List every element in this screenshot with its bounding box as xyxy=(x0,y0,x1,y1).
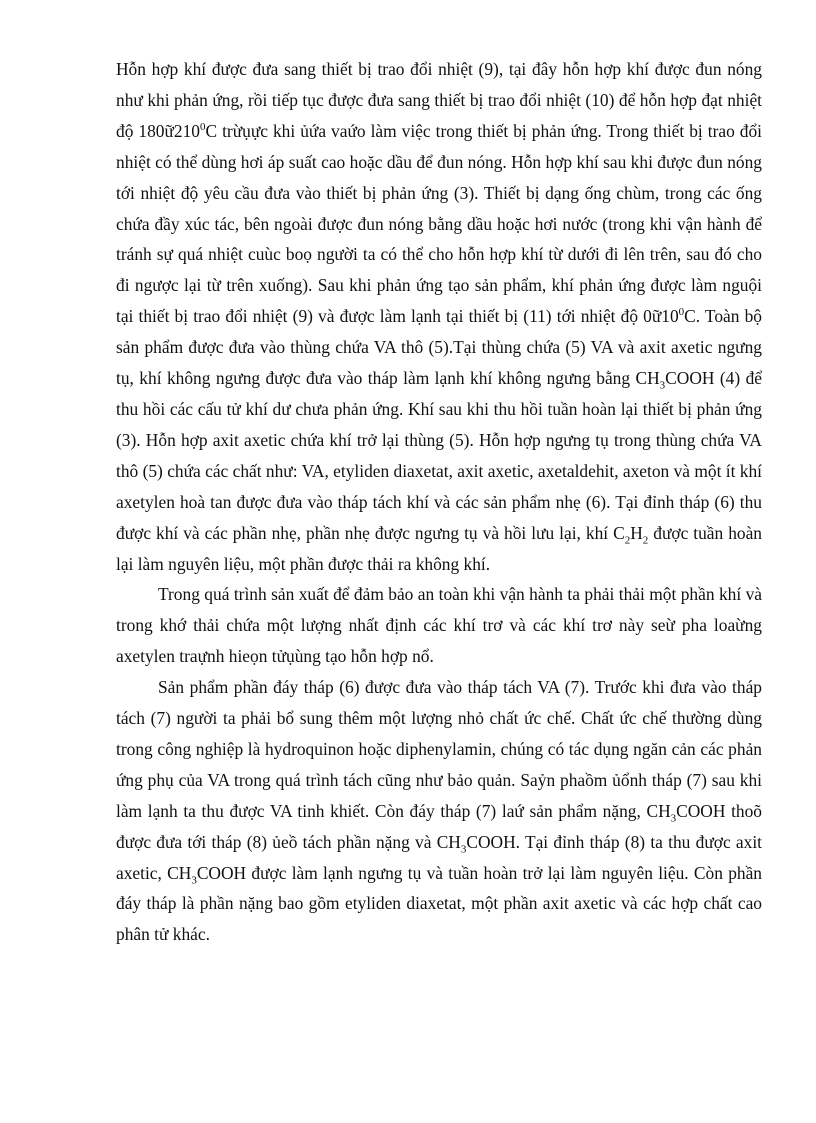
text-run: COOH thoõ được đưa tới tháp (8) ủeồ tách phần nặng và CH xyxy=(116,800,762,852)
paragraph-2 xyxy=(116,579,762,672)
text-run: Trong quá trình sản xuất để đảm bảo an toàn khi vận hành ta phải thải một phần khí và trong khớ thải chứa một lượng nhất định các khí trơ và các khí trơ này seừ pha loaừng axetylen traựnh hieọn tửụùng tạo hỗn hợp nổ. xyxy=(116,584,762,667)
superscript: 0 xyxy=(200,121,206,134)
text-run: Hỗn hợp khí được đưa sang thiết bị trao đổi nhiệt (9), tại đây hỗn hợp khí được đun nóng như khi phản ứng, rồi tiếp tục được đưa sang thiết bị trao đổi nhiệt (10) để hỗn hợp đạt nhiệt độ 180ữ210 xyxy=(116,59,762,141)
subscript: 3 xyxy=(460,843,467,856)
document-page xyxy=(116,54,762,950)
paragraph-1 xyxy=(116,54,762,579)
paragraph-3 xyxy=(116,672,762,950)
subscript: 3 xyxy=(191,874,197,887)
text-run: C trừụực khi ủứa vaứo làm việc trong thiết bị phản ứng. Trong thiết bị trao đổi nhiệt có thể dùng hơi áp suất cao hoặc dầu để đun nóng. Hỗn hợp khí sau khi được đun nóng tới nhiệt độ yêu cầu đưa vào thiết bị phản ứng (3). Thiết bị dạng ống chùm, trong các ống chứa đầy xúc tác, bên ngoài được đun nóng bằng dầu hoặc hơi nước (trong khi vận hành để tránh sự quá nhiệt cuùc boọ người ta có thể cho hỗn hợp khí từ dưới đi lên trên, sau đó cho đi ngược lại từ trên xuống). Sau khi phản ứng tạo sản phẩm, khí phản ứng được làm nguội tại thiết bị trao đổi nhiệt (9) và được làm lạnh tại thiết bị (11) tới nhiệt độ 0ữ10 xyxy=(116,120,762,327)
subscript: 2 xyxy=(624,534,631,547)
text-run: Sản phẩm phần đáy tháp (6) được đưa vào tháp tách VA (7). Trước khi đưa vào tháp tách (7) người ta phải bổ sung thêm một lượng nhỏ chất ức chế. Chất ức chế thường dùng trong công nghiệp là hydroquinon hoặc diphenylamin, chúng có tác dụng ngăn cản các phản ứng phụ của VA trong quá trình tách cũng như bảo quản. Saỷn phaồm ủổnh tháp (7) sau khi làm lạnh ta thu được VA tinh khiết. Còn đáy tháp (7) laứ sản phẩm nặng, CH xyxy=(116,677,762,821)
text-run: C. Toàn bộ sản phẩm được đưa vào thùng chứa VA thô (5).Tại thùng chứa (5) VA và axit axetic ngưng tụ, khí không ngưng được đưa vào tháp làm lạnh khí không ngưng bằng CH xyxy=(116,306,762,389)
text-run: COOH được làm lạnh ngưng tụ và tuần hoàn trở lại làm nguyên liệu. Còn phần đáy tháp là phần nặng bao gồm etyliden diaxetat, một phần axit axetic và các hợp chất cao phân tử khác. xyxy=(116,862,762,945)
text-run: được tuần hoàn lại làm nguyên liệu, một phần được thải ra không khí. xyxy=(116,522,763,574)
subscript: 2 xyxy=(642,534,649,547)
subscript: 3 xyxy=(659,379,666,392)
text-run: H xyxy=(630,522,643,543)
superscript: 0 xyxy=(678,306,685,319)
subscript: 3 xyxy=(670,812,677,825)
text-run: COOH (4) để thu hồi các cấu tử khí dư chưa phản ứng. Khí sau khi thu hồi tuần hoàn lại thiết bị phản ứng (3). Hỗn hợp axit axetic chứa khí trở lại thùng (5). Hỗn hợp ngưng tụ trong thùng chứa VA thô (5) chứa các chất như: VA, etyliden diaxetat, axit axetic, axetaldehit, axeton và một ít khí axetylen hoà tan được đưa vào tháp tách khí và các sản phẩm nhẹ (6). Tại đỉnh tháp (6) thu được khí và các phần nhẹ, phần nhẹ được ngưng tụ và hồi lưu lại, khí C xyxy=(116,368,762,543)
text-run: COOH. Tại đỉnh tháp (8) ta thu được axit axetic, CH xyxy=(116,831,763,883)
